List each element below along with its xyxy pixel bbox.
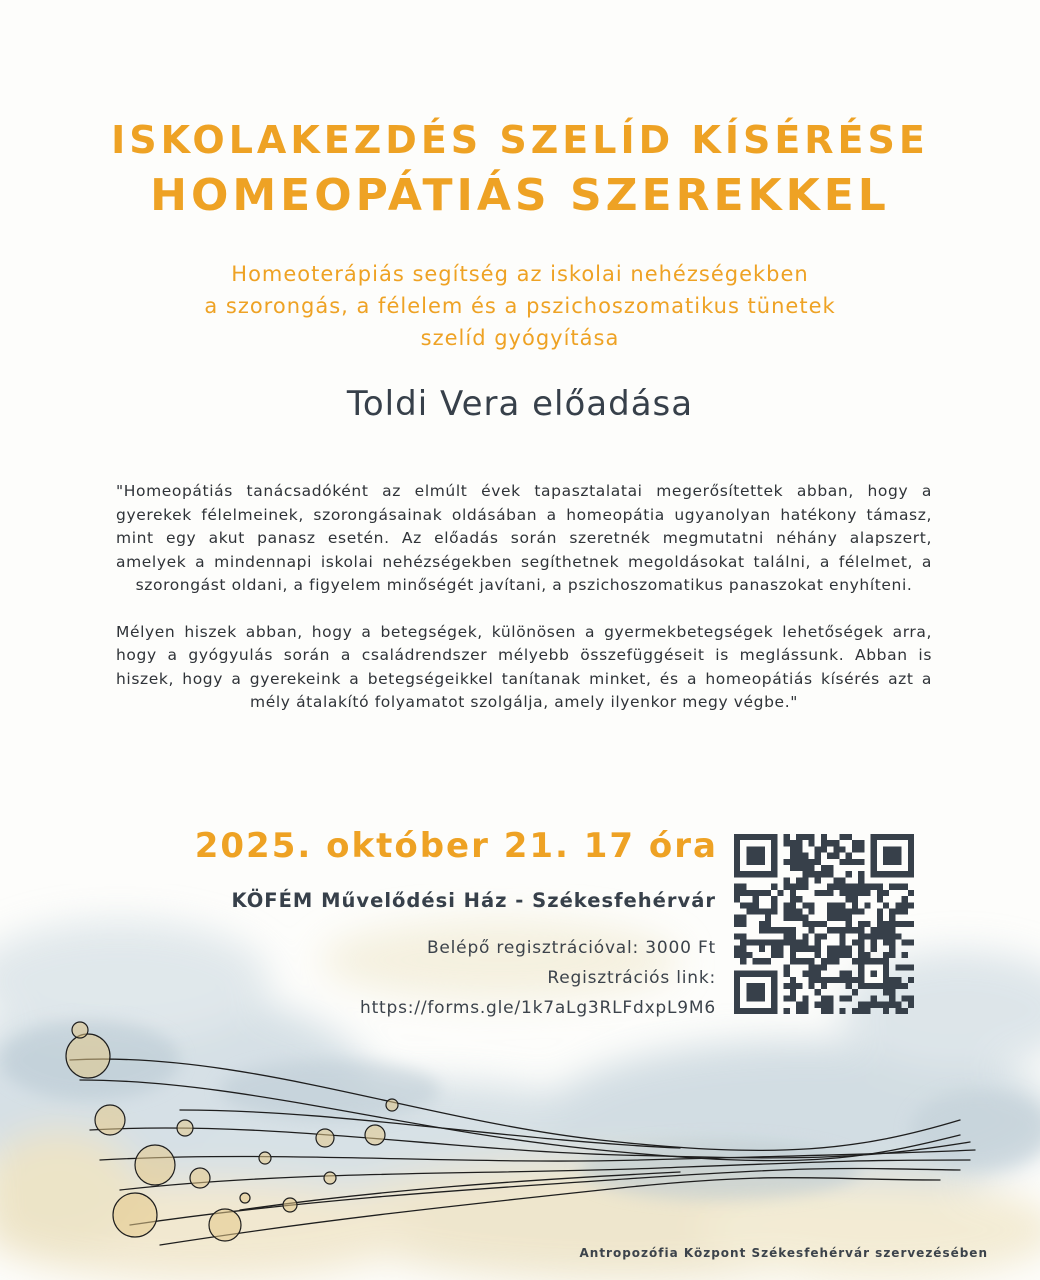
organizer-footer: Antropozófia Központ Székesfehérvár szervezésében	[579, 1246, 988, 1260]
registration-link-label: Regisztrációs link:	[547, 968, 716, 988]
entry-fee: Belépő regisztrációval: 3000 Ft	[426, 938, 716, 958]
qr-code[interactable]	[734, 834, 914, 1014]
event-info	[360, 933, 716, 1023]
title-line-1: ISKOLAKEZDÉS SZELÍD KÍSÉRÉSE	[111, 118, 929, 162]
quote-paragraph-1: "Homeopátiás tanácsadóként az elmúlt évek tapasztalatai megerősítettek abban, hogy a gyerekek félelmeinek, szorongásainak oldásában a homeopátia ugyanolyan hatékony támasz, mint egy akut panasz esetén. Az előadás során szeretnék megmutatni néhány alapszert, amelyek a mindennapi iskolai nehézségekben segíthetnek megoldásokat találni, a félelmet, a szorongást oldani, a figyelem minőségét javítani, a pszichoszomatikus panaszokat enyhíteni.	[116, 482, 932, 594]
subtitle-line-3: szelíd gyógyítása	[420, 326, 620, 350]
subtitle	[0, 258, 1040, 354]
quote-paragraph-2: Mélyen hiszek abban, hogy a betegségek, különösen a gyermekbetegségek lehetőségek arra, hogy a gyógyulás során a családrendszer mélyebb összefüggéseit is meglássunk. Abban is hiszek, hogy a gyerekeink a betegségeikkel tanítanak minket, és a homeopátiás kísérés azt a mély átalakító folyamatot szolgálja, amely ilyenkor megy végbe."	[116, 622, 932, 711]
event-date: 2025. október 21. 17 óra	[194, 826, 718, 866]
title-line-2: HOMEOPÁTIÁS SZEREKKEL	[150, 170, 890, 221]
quote-block	[116, 480, 932, 738]
ink-illustration	[40, 1010, 1000, 1260]
speaker-heading: Toldi Vera előadása	[346, 384, 694, 424]
registration-link[interactable]: https://forms.gle/1k7aLg3RLFdxpL9M6	[360, 998, 716, 1018]
subtitle-line-1: Homeoterápiás segítség az iskolai nehézségekben	[231, 262, 809, 286]
event-venue: KÖFÉM Művelődési Ház - Székesfehérvár	[231, 889, 716, 912]
subtitle-line-2: a szorongás, a félelem és a pszichoszomatikus tünetek	[204, 294, 836, 318]
